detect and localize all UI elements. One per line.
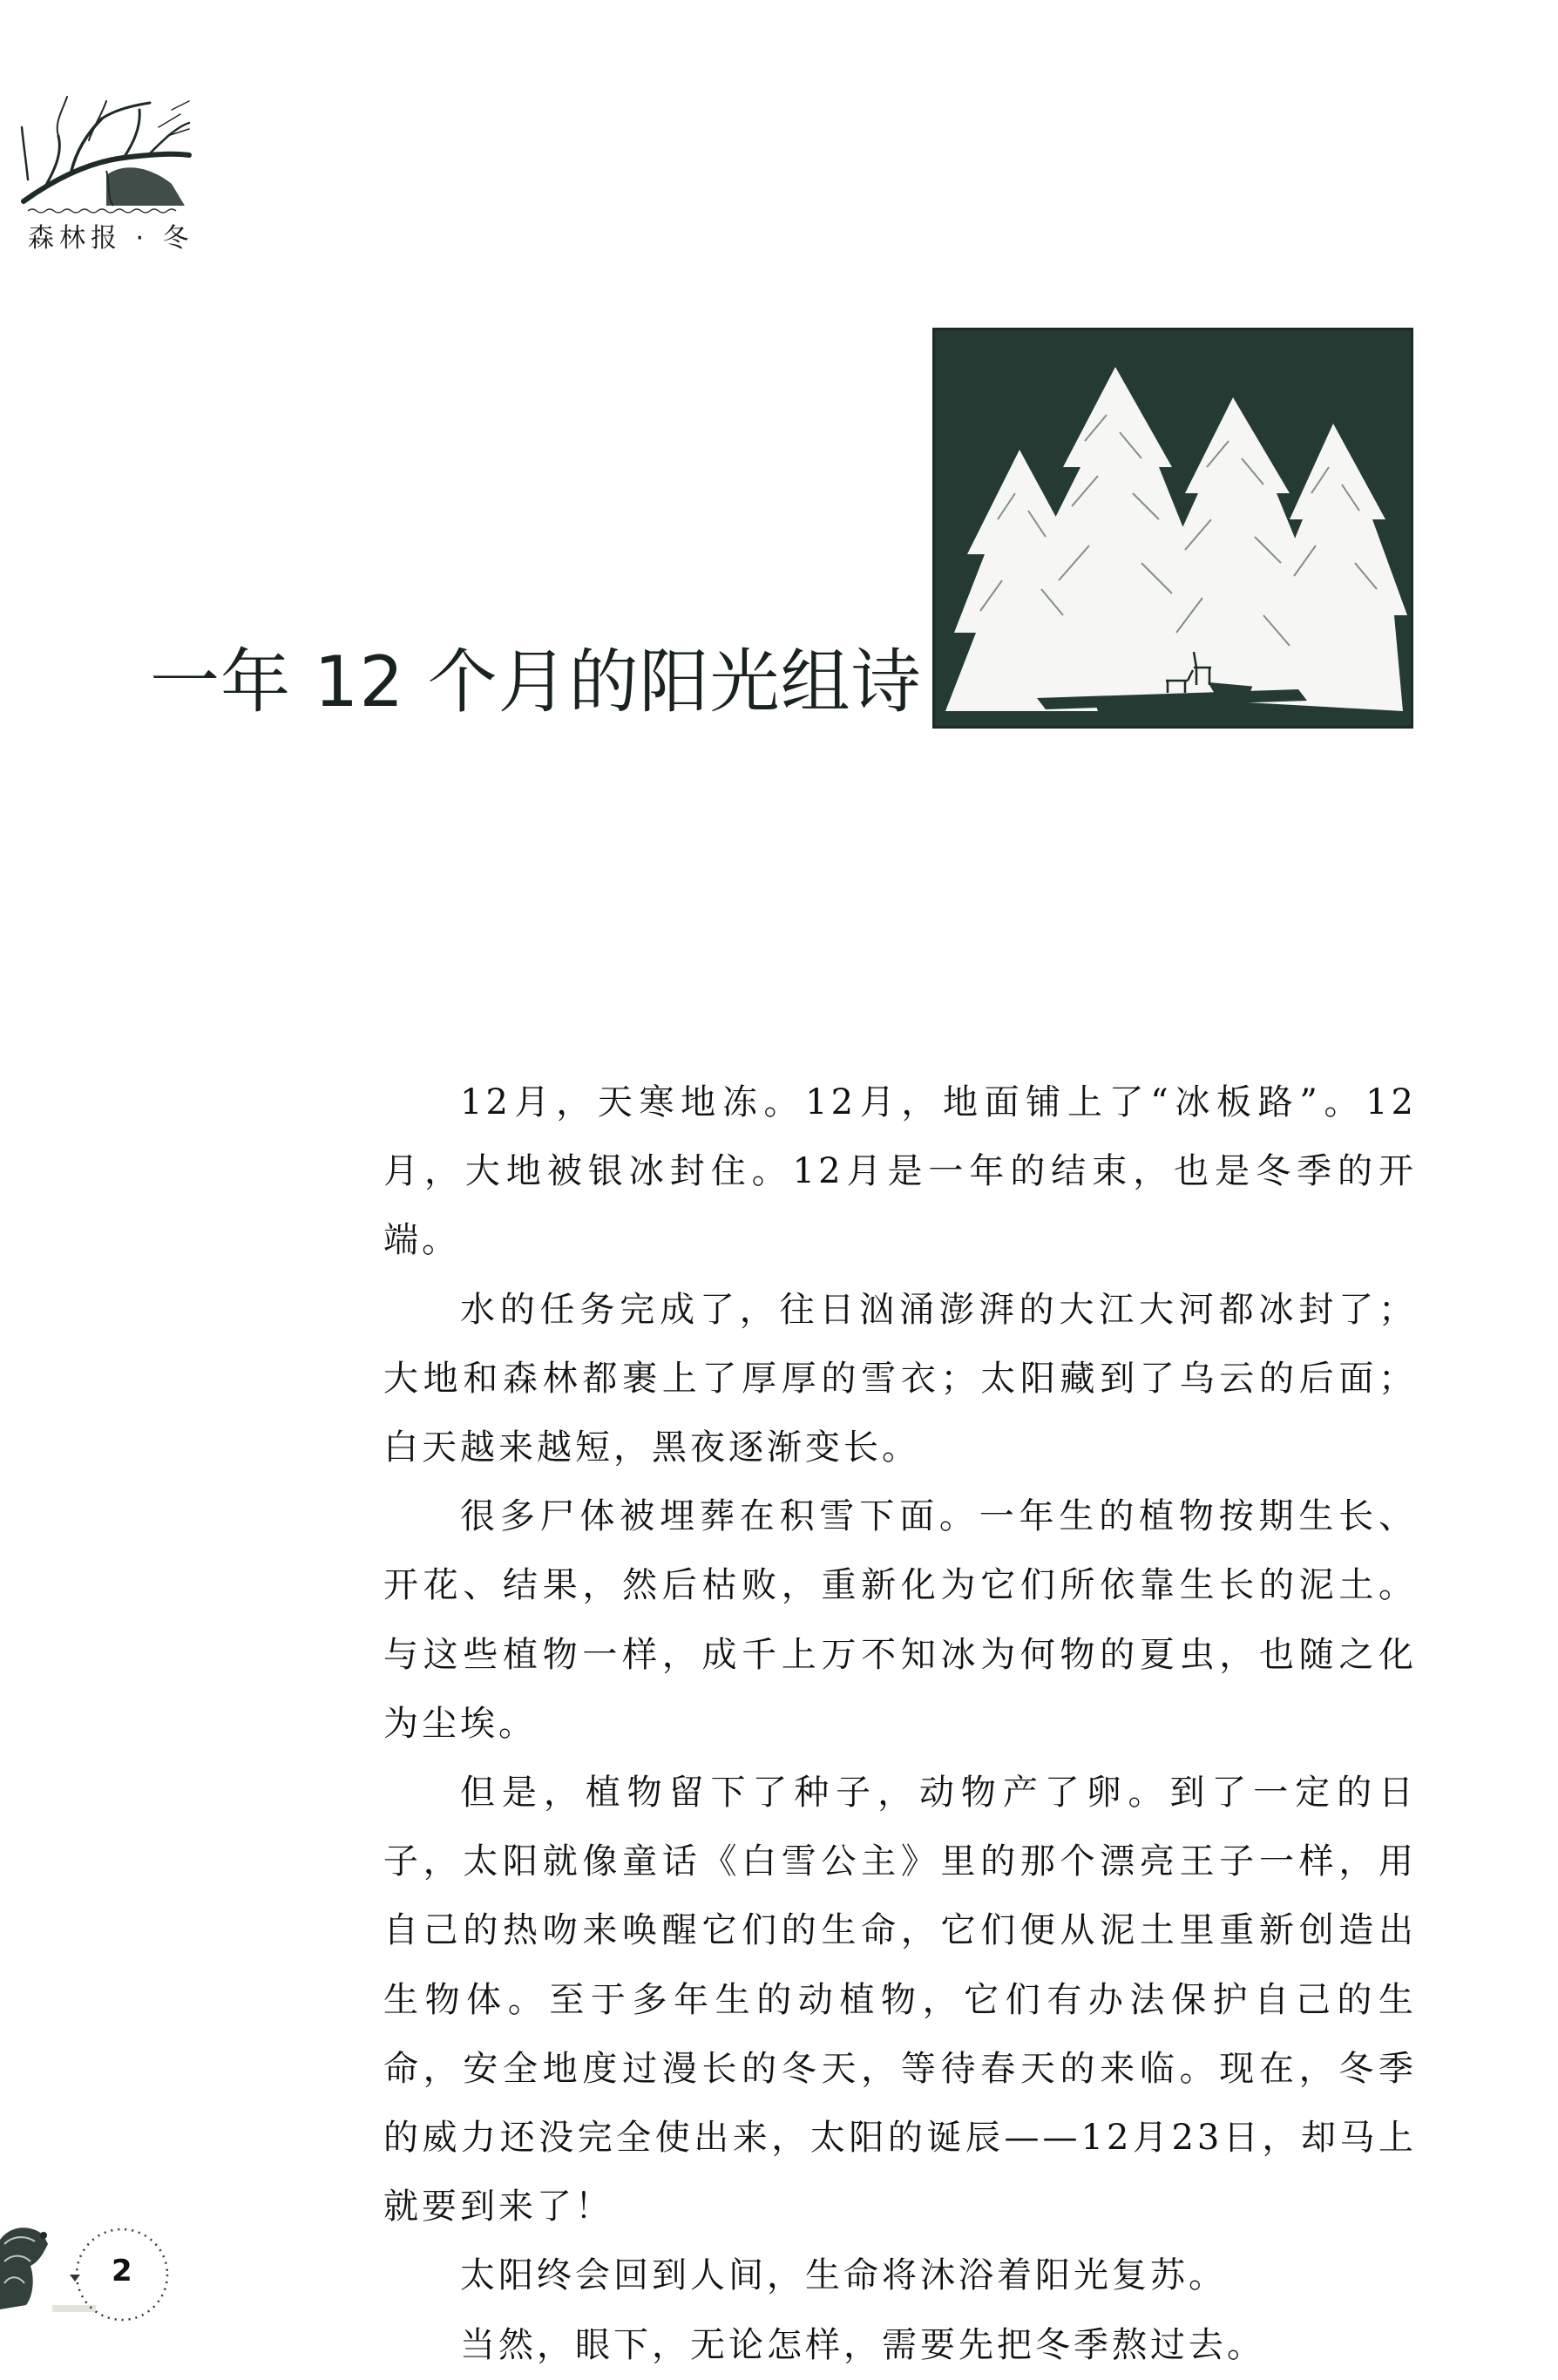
paragraph: 但是，植物留下了种子，动物产了卵。到了一定的日子，太阳就像童话《白雪公主》里的那个漂亮王子一样，用自己的热吻来唤醒它们的生命，它们便从泥土里重新创造出生物体。至于多年生的动植物，它们有办法保护自己的生命，安全地度过漫长的冬天，等待春天的来临。现在，冬季的威力还没完全使出来，太阳的诞辰——12月23日，却马上就要到来了！ <box>383 1773 1417 2227</box>
page-footer <box>0 2214 209 2322</box>
snowy-forest-illustration <box>932 328 1413 729</box>
page-number: 2 <box>112 2254 132 2288</box>
wavy-rule <box>19 206 193 216</box>
running-header <box>19 75 193 262</box>
paragraph: 很多尸体被埋葬在积雪下面。一年生的植物按期生长、开花、结果，然后枯败，重新化为它们所依靠生长的泥土。与这些植物一样，成千上万不知冰为何物的夏虫，也随之化为尘埃。 <box>383 1496 1417 1744</box>
arrow-tip-icon <box>70 2275 80 2282</box>
section-label: 森林报 · 冬 <box>28 223 194 254</box>
chapter-title: 一年 12 个月的阳光组诗 <box>150 641 922 722</box>
paragraph: 当然，眼下，无论怎样，需要先把冬季熬过去。 <box>460 2324 1265 2365</box>
paragraph: 水的任务完成了，往日汹涌澎湃的大江大河都冰封了；大地和森林都裹上了厚厚的雪衣；太阳藏到了乌云的后面；白天越来越短，黑夜逐渐变长。 <box>383 1289 1417 1468</box>
fir-trees-icon <box>932 328 1413 729</box>
article-body <box>383 1068 1417 2380</box>
paragraph: 太阳终会回到人间，生命将沐浴着阳光复苏。 <box>460 2255 1227 2296</box>
paragraph: 12月，天寒地冻。12月，地面铺上了“冰板路”。12月，大地被银冰封住。12月是一年的结束，也是冬季的开端。 <box>383 1082 1417 1261</box>
squirrel-icon <box>0 2214 209 2322</box>
tree-branch-icon <box>19 75 193 223</box>
